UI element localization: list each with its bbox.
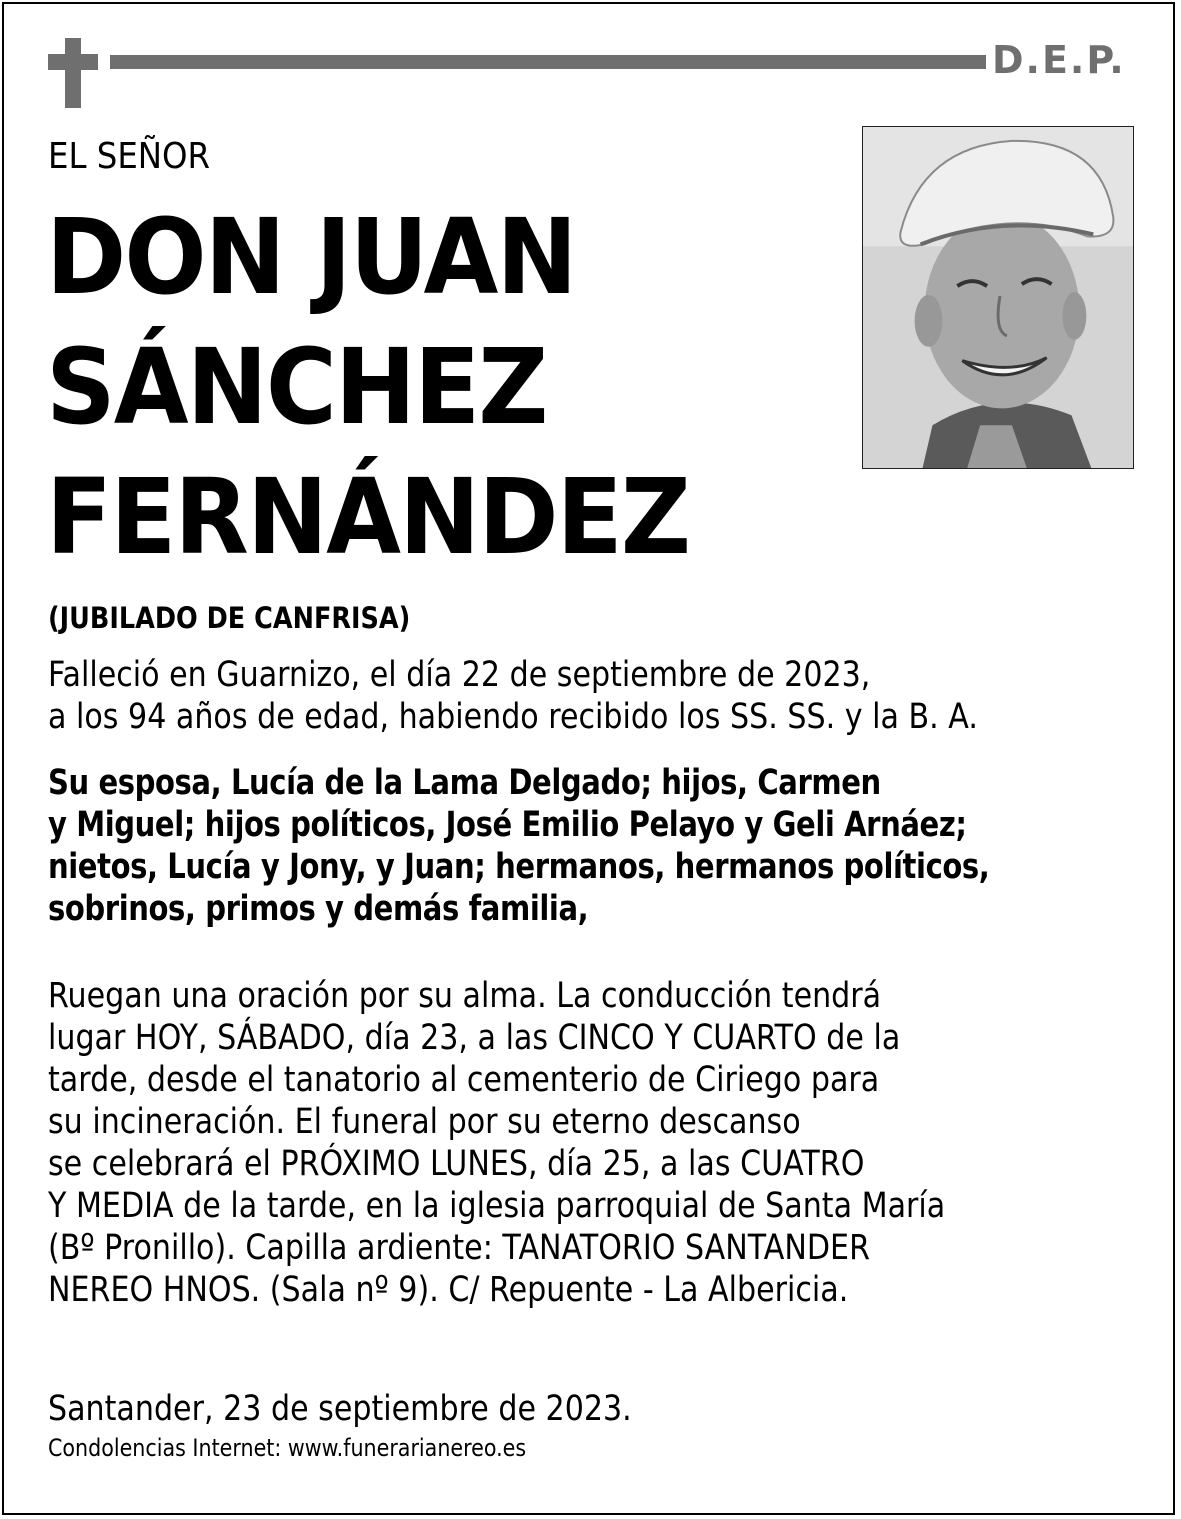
portrait-photo xyxy=(862,126,1134,469)
service-line: tarde, desde el tanatorio al cementerio de Ciriego para xyxy=(48,1060,880,1100)
cross-icon xyxy=(48,38,98,108)
place-date xyxy=(48,1388,1158,1430)
death-notice-line: Falleció en Guarnizo, el día 22 de septiembre de 2023, xyxy=(48,655,871,695)
family-line: Su esposa, Lucía de la Lama Delgado; hijos, Carmen xyxy=(48,763,881,803)
family-line: sobrinos, primos y demás familia, xyxy=(48,889,589,929)
service-line: Ruegan una oración por su alma. La conducción tendrá xyxy=(48,976,882,1016)
dep-label: D.E.P. xyxy=(992,38,1126,82)
deceased-name xyxy=(46,192,753,582)
honorific: EL SEÑOR xyxy=(48,136,211,177)
family-line: y Miguel; hijos políticos, José Emilio Pelayo y Geli Arnáez; xyxy=(48,805,967,845)
family-line: nietos, Lucía y Jony, y Juan; hermanos, hermanos políticos, xyxy=(48,847,990,887)
service-line: su incineración. El funeral por su eterno descanso xyxy=(48,1102,801,1142)
service-line: Y MEDIA de la tarde, en la iglesia parroquial de Santa María xyxy=(48,1186,946,1226)
condolences-link[interactable]: Condolencias Internet: www.funerarianereo.es xyxy=(48,1434,527,1462)
name-line: FERNÁNDEZ xyxy=(46,456,690,578)
service-line: NEREO HNOS. (Sala nº 9). C/ Repuente - La Albericia. xyxy=(48,1270,849,1310)
death-notice-line: a los 94 años de edad, habiendo recibido los SS. SS. y la B. A. xyxy=(48,697,978,737)
name-line: SÁNCHEZ xyxy=(46,326,547,448)
family-list xyxy=(48,762,1158,930)
occupation: (JUBILADO DE CANFRISA) xyxy=(48,601,411,635)
death-notice xyxy=(48,654,1158,738)
service-line: se celebrará el PRÓXIMO LUNES, día 25, a las CUATRO xyxy=(48,1144,865,1184)
service-details xyxy=(48,975,1158,1311)
name-line: DON JUAN xyxy=(46,196,576,318)
service-line: lugar HOY, SÁBADO, día 23, a las CINCO Y CUARTO de la xyxy=(48,1018,901,1058)
place-date-line: Santander, 23 de septiembre de 2023. xyxy=(48,1389,632,1429)
service-line: (Bº Pronillo). Capilla ardiente: TANATORIO SANTANDER xyxy=(48,1228,870,1268)
header-rule xyxy=(110,55,986,69)
